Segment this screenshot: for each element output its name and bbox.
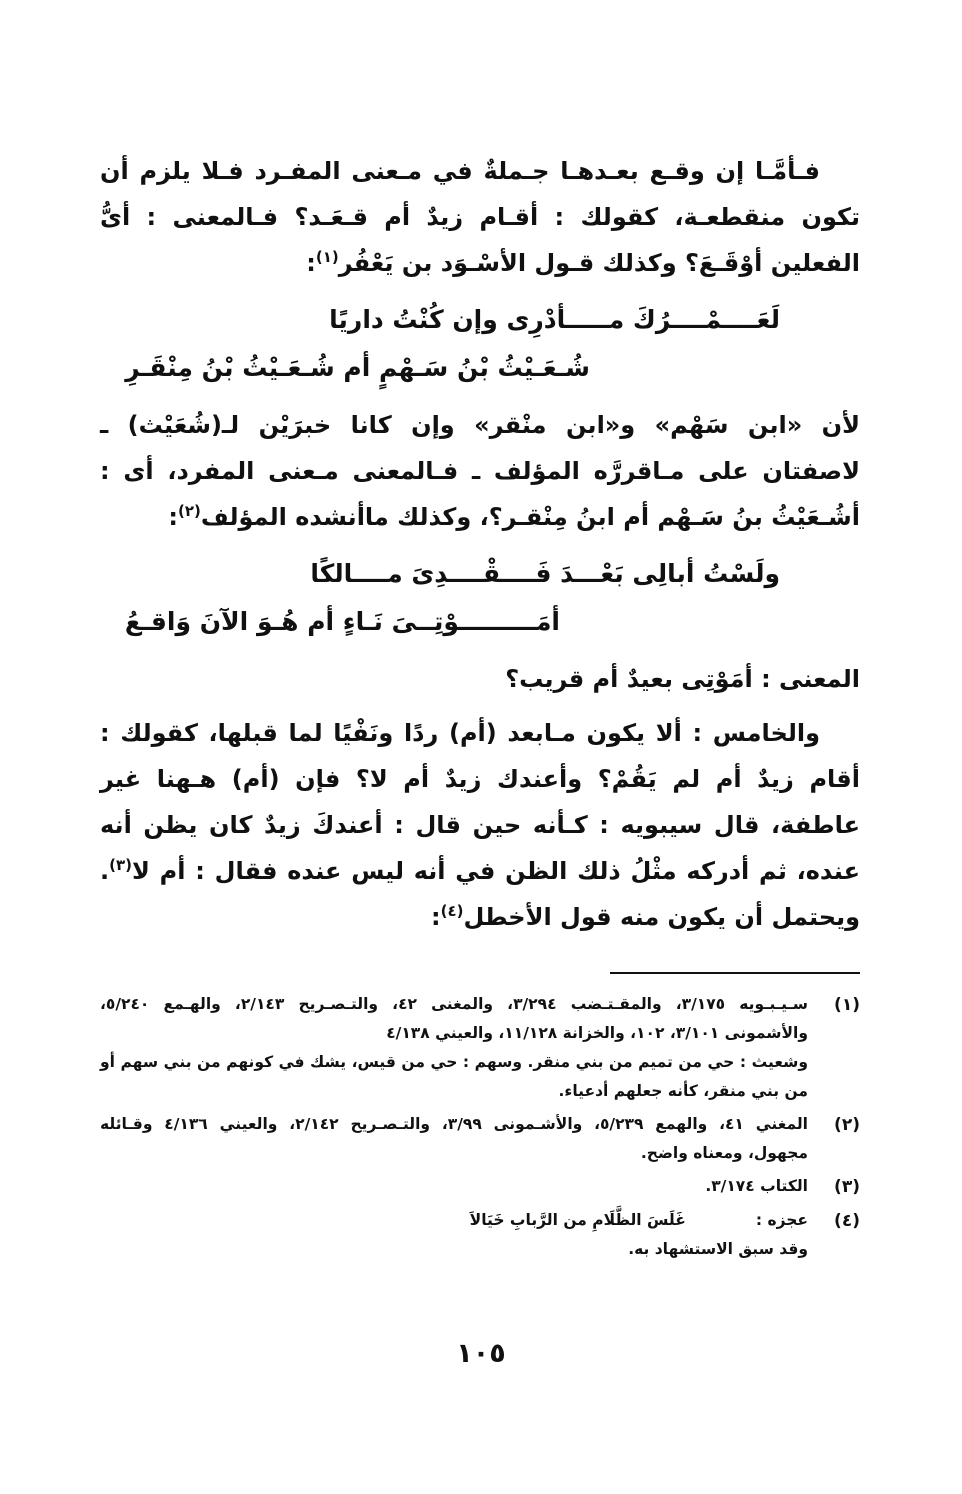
- footnote-ref-4: (٤): [440, 902, 464, 920]
- verse-1-hemistich-2: شُـعَـيْثُ بْنُ سَـهْمٍ أم شُـعَـيْثُ بْنُ مِنْقَـرِ: [125, 353, 590, 382]
- footnote-2-line-1: المغني ٤١، والهمع ٥/٢٣٩، والأشـمونى ٣/٩٩، والتـصـريح ٢/١٤٢، والعيني ٤/١٣٦ وقـائله مجهول، ومعناه واضح.: [100, 1115, 808, 1162]
- footnote-4-verse-line: [100, 1206, 808, 1235]
- paragraph-3-text: المعنى : أمَوْتِى بعيدٌ أم قريب؟: [505, 665, 860, 693]
- paragraph-3: [100, 656, 860, 702]
- paragraph-4: [100, 710, 860, 940]
- footnote-ref-3: (٣): [109, 856, 132, 874]
- verse-1-hemistich-1: لَعَــــمْــــرُكَ مـــــأدْرِى وإن كُنْتُ داريًا: [329, 305, 780, 334]
- paragraph-2: [100, 402, 860, 540]
- footnote-4-number: (٤): [834, 1211, 860, 1231]
- footnote-4: [100, 1206, 860, 1264]
- footnote-2-text: [100, 1110, 808, 1168]
- paragraph-4-end: :: [431, 903, 441, 931]
- footnote-1: [100, 990, 860, 1106]
- footnote-2-number: (٢): [834, 1115, 860, 1135]
- paragraph-2-text: لأن «ابن سَهْم» و«ابن منْقر» وإن كانا خبرَيْن لـ(شُعَيْث) ـ لاصفتان على مـاقررَّه المؤلف ـ فـالمعنى مـعنى المفرد، أى : أشُـعَيْثُ بنُ سَـهْم أم ابنُ مِنْقـر؟، وكذلك ماأنشده المؤلف: [100, 411, 860, 531]
- footnote-4-verse: غَلَسَ الظَّلَامِ من الرَّبابِ خَيَالاَ: [469, 1211, 686, 1229]
- main-text: [100, 148, 860, 940]
- footnote-1-text: [100, 990, 808, 1106]
- footnote-3-number: (٣): [834, 1177, 860, 1197]
- paragraph-2-end: :: [168, 503, 179, 531]
- verse-2-hemistich-1: ولَسْتُ أبالِى بَعْـــدَ فَــــقْــــدِىَ مــــالكًا: [310, 559, 780, 588]
- verse-2: [100, 550, 860, 646]
- footnote-4-label: عجزه :: [755, 1211, 808, 1229]
- page-number: ١٠٥: [456, 1338, 506, 1369]
- footnote-1-line-2: وشعيث : حي من تميم من بني منقر. وسهم : حي من قيس، يشك في كونهم من بني سهم أو من بني منقر، كأنه جعلهم أدعياء.: [100, 1053, 808, 1100]
- paragraph-1-end: :: [306, 249, 316, 277]
- footnote-ref-2: (٢): [178, 502, 201, 520]
- verse-2-hemistich-2: أمَـــــــــوْتِــىَ نَـاءٍ أم هُـوَ الآنَ وَاقـعُ: [124, 607, 560, 636]
- paragraph-1: [100, 148, 860, 286]
- footnote-2: [100, 1110, 860, 1168]
- footnotes: [100, 990, 860, 1268]
- footnote-divider: [610, 972, 860, 974]
- footnote-1-line-1: سـيـبـويه ٣/١٧٥، والمقـتـضب ٣/٢٩٤، والمغنى ٤٢، والتـصـريح ٢/١٤٣، والهـمع ٥/٢٤٠، والأشمونى ٣/١٠١، ١٠٢، والخزانة ١١/١٢٨، والعيني ٤/١٣٨: [100, 995, 809, 1042]
- paragraph-1-text: فـأمَّـا إن وقـع بعـدهـا جـملةٌ في مـعنى المفـرد فـلا يلزم أن تكون منقطعـة، كقولك : أقـام زيدٌ أم قـعَـد؟ فـالمعنى : أىُّ الفعلين أوْقَـعَ؟ وكذلك قـول الأسْـوَد بن يَعْفُر: [100, 157, 860, 277]
- footnote-3-line-1: الكتاب ٣/١٧٤.: [705, 1177, 808, 1195]
- footnote-3: [100, 1172, 860, 1202]
- footnote-1-number: (١): [834, 995, 860, 1015]
- footnote-4-line-2: وقد سبق الاستشهاد به.: [628, 1240, 808, 1258]
- footnote-3-text: [100, 1172, 808, 1201]
- paragraph-4-mid: . ويحتمل أن يكون منه قول الأخطل: [100, 857, 860, 931]
- footnote-4-text: [100, 1206, 808, 1264]
- footnote-ref-1: (١): [315, 248, 339, 266]
- paragraph-4-text: والخامس : ألا يكون مـابعد (أم) ردًا ونَفْيًا لما قبلها، كقولك : أقام زيدٌ أم لم يَقُمْ؟ وأعندك زيدٌ أم لا؟ فإن (أم) هـهنا غير عاطفة، قال سيبويه : كـأنه حين قال : أعندكَ زيدٌ كان يظن أنه عنده، ثم أدركه مثْلُ ذلك الظن في أنه ليس عنده فقال : أم لا: [100, 719, 860, 885]
- verse-1: [100, 296, 860, 392]
